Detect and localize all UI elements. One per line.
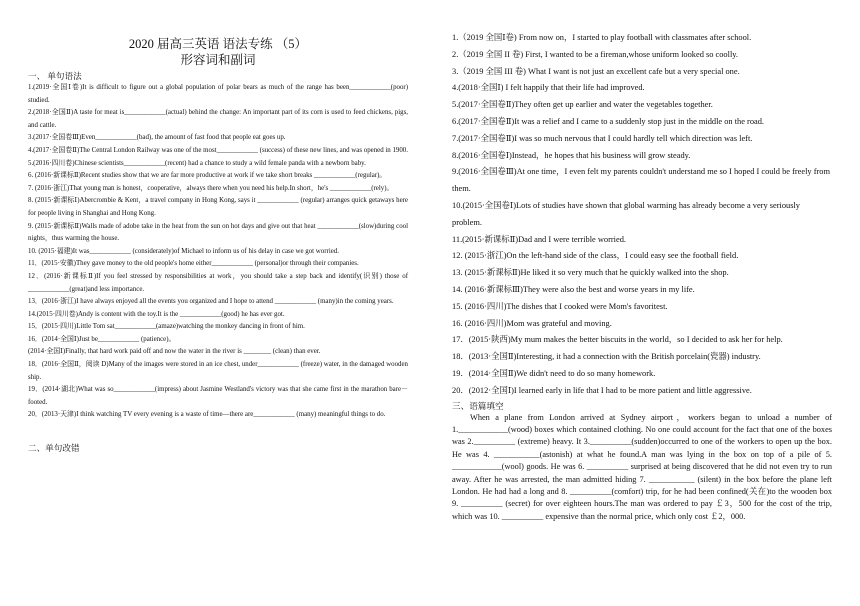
worksheet-title: 2020 届高三英语 语法专练 （5） bbox=[128, 37, 308, 51]
correction-sentence: 4.(2018·全国Ⅰ) I felt happily that their life had improved. bbox=[452, 83, 645, 93]
grammar-question: 19．(2014·湖北)What was so____________(impress) about Jasmine Westland's victory was that she came first in the marathon bare－footed. bbox=[28, 386, 408, 406]
left-column bbox=[28, 0, 408, 454]
section-heading-single-sentence-grammar: 一、 单句语法 bbox=[28, 71, 82, 81]
correction-sentence: 1.（2019 全国Ⅰ卷) From now on，I started to play football with classmates after school. bbox=[452, 33, 752, 42]
correction-sentence: 19．(2014·全国Ⅱ)We didn't need to do so many homework. bbox=[452, 368, 656, 378]
correction-sentence: 14. (2016·新课标Ⅲ)They were also the best and worse years in my life. bbox=[452, 284, 695, 294]
correction-sentence: 8.(2016·全国卷Ⅰ)Instead，he hopes that his business will grow steady. bbox=[452, 150, 691, 160]
grammar-question: 13．(2016·浙江)I have always enjoyed all the events you organized and I hope to attend ____________ (many)in the coming years. bbox=[28, 298, 394, 306]
cloze-passage: When a plane from London arrived at Sydney airport，workers began to unload a number of 1.____________(wood) boxes which contained clothing. No one could account for the fact that one of the boxes was 2.__________ (extreme) heavy. It 3.__________(sudden)occurred to one of the workers to open up the box. He was 4. ___________(astonish) at what he found.A man was lying in the box on top of a pile of 5. ____________(wool) goods. He was 6. __________ surprised at being discovered that he did not even try to run away. After he was arrested, the man admitted hiding 7. ___________ (silent) in the box before the plane left London. He had had a long and 8. __________(comfort) trip, for he had been confined(关在)to the wooden box 9. __________ (secret) for over eighteen hours.The man was ordered to pay ￡3，500 for the cost of the trip, which was 10. __________ expensive than the normal price, which only cost ￡2，000. bbox=[452, 412, 832, 521]
grammar-question: 3.(2017·全国卷Ⅲ)Even____________(bad), the amount of fast food that people eat goes up. bbox=[28, 134, 286, 142]
correction-sentence: 7.(2017·全国卷Ⅱ)I was so much nervous that I could hardly tell which direction was left. bbox=[452, 133, 753, 143]
correction-sentence: 6.(2017·全国卷Ⅱ)It was a relief and I came to a suddenly stop just in the middle on the road. bbox=[452, 116, 765, 126]
grammar-question: 9. (2015·新课标Ⅱ)Walls made of adobe take in the heat from the sun on hot days and give out that heat ____________(slow)during cool nights，thus warming the house. bbox=[28, 222, 408, 243]
worksheet-subtitle: 形容词和副词 bbox=[180, 53, 256, 67]
grammar-question: 10. (2015·福建)It was____________ (considerately)of Michael to inform us of his delay in case we got worried. bbox=[28, 247, 339, 255]
grammar-question: 5.(2016·四川卷)Chinese scientists____________(recent) had a chance to study a wild female panda with a newborn baby. bbox=[28, 159, 366, 167]
grammar-question: 16．(2014·全国Ⅰ)Just be____________ (patience)。 bbox=[28, 335, 176, 343]
correction-sentence: 17．(2015·陕西)My mum makes the better biscuits in the world，so I decided to ask her for help. bbox=[452, 335, 783, 345]
correction-sentence: 5.(2017·全国卷Ⅱ)They often get up earlier and water the vegetables together. bbox=[452, 100, 713, 110]
grammar-question: 7. (2016·浙江)That young man is honest，cooperative，always there when you need his help.In short，he's ____________(rely)。 bbox=[28, 184, 394, 192]
grammar-question: 1.(2019·全国Ⅰ卷)It is difficult to figure out a global population of polar bears as much of the range has been____________(poor) studied. bbox=[28, 84, 408, 104]
grammar-question-list bbox=[28, 82, 408, 422]
grammar-question: 14.(2015·四川卷)Andy is content with the toy.It is the ____________(good) he has ever got. bbox=[28, 310, 285, 318]
correction-sentence: 16. (2016·四川)Mom was grateful and moving. bbox=[452, 318, 612, 328]
section-heading-error-correction: 二、单句改错 bbox=[28, 443, 80, 454]
grammar-question: (2014·全国Ⅰ)Finally, that hard work paid off and now the water in the river is ________ (clean) than ever. bbox=[28, 348, 321, 356]
correction-sentence: 18．(2013·全国Ⅱ)Interesting, it had a connection with the British porcelain(瓷器) industry. bbox=[452, 352, 761, 362]
correction-sentence: 10.(2015·全国卷Ⅰ)Lots of studies have shown that global warming has already become a very seriously problem. bbox=[452, 200, 800, 227]
grammar-question: 11．(2015·安徽)They gave money to the old people's home either____________ (personal)or through their companies. bbox=[28, 260, 359, 268]
correction-sentence: 2.（2019 全国 II 卷) First, I wanted to be a fireman,whose uniform looked so coolly. bbox=[452, 49, 739, 59]
grammar-question: 6. (2016·新课标Ⅱ)Recent studies show that we are far more productive at work if we take short breaks ____________(regular)。 bbox=[28, 172, 387, 180]
correction-sentence: 11.(2015·新课标Ⅱ)Dad and I were terrible worried. bbox=[452, 234, 626, 244]
correction-sentence: 20．(2012·全国Ⅰ)I learned early in life that I had to be more patient and little aggressive. bbox=[452, 385, 752, 395]
correction-sentence: 12. (2015·浙江)On the left-hand side of the class，I could easy see the football field. bbox=[452, 251, 739, 261]
grammar-question: 8. (2015·新课标Ⅰ)Abercrombie & Kent，a travel company in Hong Kong, says it ____________ (regular) arranges quick getaways here for people living in Shanghai and Hong Kong. bbox=[28, 197, 408, 217]
correction-sentence: 3.（2019 全国 III 卷) What I want is not just an excellent cafe but a very special one. bbox=[452, 66, 740, 76]
grammar-question: 18．(2016·全国Ⅱ，阅读 D)Many of the images were stored in an ice chest, under____________ (freeze) water, in the damaged wooden ship. bbox=[28, 361, 408, 381]
correction-sentence: 13. (2015·新课标Ⅱ)He liked it so very much that he quickly walked into the shop. bbox=[452, 268, 729, 278]
right-column bbox=[452, 0, 832, 523]
grammar-question: 4.(2017·全国卷Ⅱ)The Central London Railway was one of the most____________ (success) of these new lines, and was opened in 1900. bbox=[28, 146, 408, 154]
error-correction-list bbox=[452, 30, 832, 400]
grammar-question: 2.(2018·全国Ⅱ)A taste for meat is____________(actual) behind the change: An important part of its corn is used to feed chickens, pigs, and cattle. bbox=[28, 109, 408, 129]
grammar-question: 15．(2015·四川)Little Tom sat____________(amaze)watching the monkey dancing in front of him. bbox=[28, 323, 305, 331]
section-heading-cloze: 三、语篇填空 bbox=[452, 400, 504, 411]
grammar-question: 12．(2016·新课标Ⅱ)If you feel stressed by responsibilities at work，you should take a step back and identify(识别) those of ____________(great)and less importance. bbox=[28, 272, 408, 293]
grammar-question: 20．(2013·天津)I think watching TV every evening is a waste of time—there are____________ (many) meaningful things to do. bbox=[28, 411, 386, 419]
correction-sentence: 15. (2016·四川)The dishes that I cooked were Mom's favoritest. bbox=[452, 301, 668, 311]
correction-sentence: 9.(2016·全国卷Ⅲ)At one time，I even felt my parents couldn't understand me so I hoped I could be freely from them. bbox=[452, 167, 830, 194]
